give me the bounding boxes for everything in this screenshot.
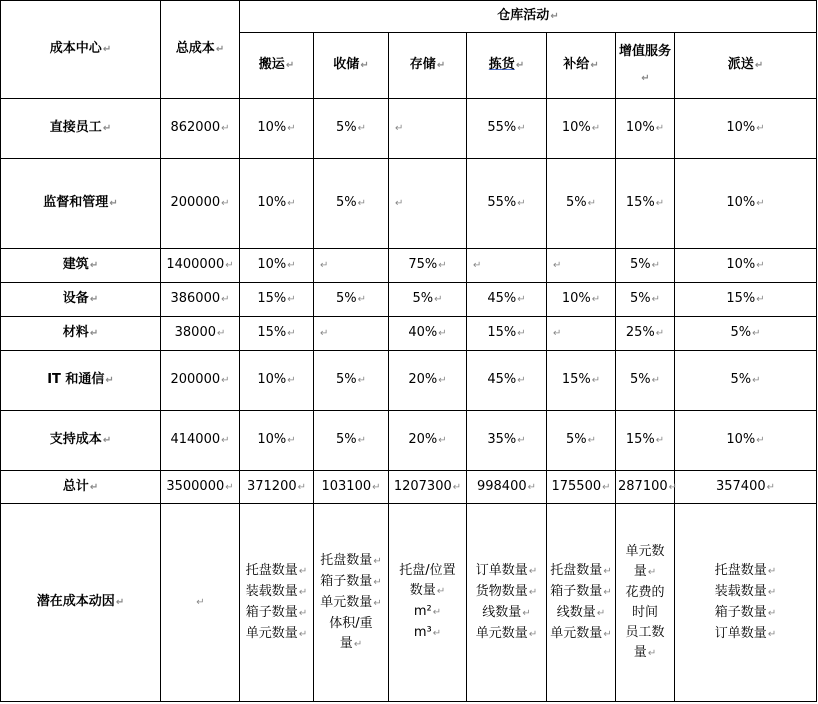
table-cell: 15%↵ bbox=[240, 317, 314, 351]
driver-line: 订单数量↵ bbox=[714, 625, 777, 641]
activity-header: 拣货↵ bbox=[467, 33, 547, 99]
table-cell: 45%↵ bbox=[467, 283, 547, 317]
driver-line: 量↵ bbox=[633, 644, 657, 660]
table-cell: 5%↵ bbox=[314, 351, 389, 411]
table-cell: 20%↵ bbox=[389, 411, 467, 471]
driver-line: 单元数量↵ bbox=[245, 625, 308, 641]
table-cell: 5%↵ bbox=[616, 249, 675, 283]
driver-line: 线数量↵ bbox=[482, 604, 531, 620]
table-cell: 10%↵ bbox=[675, 411, 817, 471]
total-row bbox=[1, 471, 817, 504]
row-total: 3500000↵ bbox=[161, 471, 240, 504]
row-label: 直接员工↵ bbox=[1, 99, 161, 159]
cost-center-header: 成本中心↵ bbox=[1, 1, 161, 99]
table-cell: 10%↵ bbox=[675, 99, 817, 159]
table-row bbox=[1, 249, 817, 283]
table-cell: 5%↵ bbox=[616, 283, 675, 317]
table-cell: 10%↵ bbox=[240, 411, 314, 471]
table-cell: ↵ bbox=[547, 317, 616, 351]
table-row bbox=[1, 317, 817, 351]
table-cell: 10%↵ bbox=[240, 351, 314, 411]
activity-header: 补给↵ bbox=[547, 33, 616, 99]
driver-line: 托盘数量↵ bbox=[320, 552, 382, 568]
table-cell: 15%↵ bbox=[675, 283, 817, 317]
row-total: 38000↵ bbox=[161, 317, 240, 351]
driver-line: 订单数量↵ bbox=[475, 562, 538, 578]
table-cell: 5%↵ bbox=[314, 411, 389, 471]
table-cell: 5%↵ bbox=[547, 159, 616, 249]
row-label: 支持成本↵ bbox=[1, 411, 161, 471]
driver-line: 箱子数量↵ bbox=[245, 604, 308, 620]
driver-cell bbox=[547, 504, 616, 702]
table-cell: ↵ bbox=[314, 317, 389, 351]
driver-line: 体积/重 bbox=[329, 615, 373, 631]
driver-line: 花费的 bbox=[625, 584, 665, 600]
row-label: 材料↵ bbox=[1, 317, 161, 351]
driver-line: 单元数 bbox=[625, 543, 665, 559]
row-label: 监督和管理↵ bbox=[1, 159, 161, 249]
driver-line: m²↵ bbox=[413, 604, 442, 619]
driver-line: m³↵ bbox=[413, 625, 442, 640]
warehouse-activities-header: 仓库活动↵ bbox=[240, 1, 817, 33]
driver-cell bbox=[240, 504, 314, 702]
table-row bbox=[1, 99, 817, 159]
driver-line: 数量↵ bbox=[409, 583, 446, 598]
driver-line: 托盘数量↵ bbox=[550, 562, 612, 578]
table-cell: 10%↵ bbox=[675, 159, 817, 249]
table-cell: 20%↵ bbox=[389, 351, 467, 411]
table-cell: 35%↵ bbox=[467, 411, 547, 471]
total-cost-header: 总成本↵ bbox=[161, 1, 240, 99]
table-cell: 5%↵ bbox=[314, 99, 389, 159]
table-cell: 1207300↵ bbox=[389, 471, 467, 504]
table-cell: 371200↵ bbox=[240, 471, 314, 504]
table-cell: ↵ bbox=[389, 159, 467, 249]
row-total: 386000↵ bbox=[161, 283, 240, 317]
table-cell: 175500↵ bbox=[547, 471, 616, 504]
table-cell: 25%↵ bbox=[616, 317, 675, 351]
table-row bbox=[1, 351, 817, 411]
activity-header: 收储↵ bbox=[314, 33, 389, 99]
table-cell: ↵ bbox=[547, 249, 616, 283]
table-cell: 15%↵ bbox=[240, 283, 314, 317]
driver-line: 箱子数量↵ bbox=[714, 604, 777, 620]
table-row bbox=[1, 283, 817, 317]
driver-line: 装载数量↵ bbox=[245, 583, 308, 599]
table-cell: 10%↵ bbox=[675, 249, 817, 283]
table-cell: 998400↵ bbox=[467, 471, 547, 504]
table-cell: 5%↵ bbox=[675, 351, 817, 411]
driver-cell bbox=[675, 504, 817, 702]
table-row bbox=[1, 159, 817, 249]
table-cell: ↵ bbox=[314, 249, 389, 283]
table-cell: 5%↵ bbox=[314, 283, 389, 317]
table-cell: 55%↵ bbox=[467, 99, 547, 159]
table-cell: ↵ bbox=[389, 99, 467, 159]
table-row bbox=[1, 411, 817, 471]
table-cell: 10%↵ bbox=[616, 99, 675, 159]
row-total: ↵ bbox=[161, 504, 240, 702]
activity-header: 增值服务↵ bbox=[616, 33, 675, 99]
driver-line: 托盘数量↵ bbox=[714, 562, 777, 578]
table-cell: 10%↵ bbox=[240, 159, 314, 249]
table-cell: 15%↵ bbox=[616, 159, 675, 249]
driver-line: 箱子数量↵ bbox=[550, 583, 612, 599]
table-cell: 45%↵ bbox=[467, 351, 547, 411]
table-cell: 10%↵ bbox=[547, 99, 616, 159]
activity-header: 存储↵ bbox=[389, 33, 467, 99]
table-cell: 103100↵ bbox=[314, 471, 389, 504]
driver-cell bbox=[389, 504, 467, 702]
table-cell: 15%↵ bbox=[467, 317, 547, 351]
table-cell: 287100↵ bbox=[616, 471, 675, 504]
table-cell: 15%↵ bbox=[616, 411, 675, 471]
driver-line: 单元数量↵ bbox=[320, 594, 382, 610]
table-cell: 5%↵ bbox=[675, 317, 817, 351]
driver-line: 员工数 bbox=[625, 624, 665, 640]
table-cell: 357400↵ bbox=[675, 471, 817, 504]
driver-line: 托盘/位置 bbox=[399, 563, 456, 578]
row-label: IT 和通信↵ bbox=[1, 351, 161, 411]
row-label: 潜在成本动因↵ bbox=[1, 504, 161, 702]
driver-line: 装载数量↵ bbox=[714, 583, 777, 599]
table-cell: 75%↵ bbox=[389, 249, 467, 283]
table-cell: 5%↵ bbox=[616, 351, 675, 411]
table-cell: 10%↵ bbox=[547, 283, 616, 317]
table-cell: 5%↵ bbox=[547, 411, 616, 471]
row-label: 总计↵ bbox=[1, 471, 161, 504]
driver-line: 量↵ bbox=[633, 563, 657, 579]
row-total: 200000↵ bbox=[161, 159, 240, 249]
driver-line: 托盘数量↵ bbox=[245, 562, 308, 578]
table-cell: 40%↵ bbox=[389, 317, 467, 351]
table-cell: 5%↵ bbox=[389, 283, 467, 317]
driver-cell bbox=[467, 504, 547, 702]
table-cell: 10%↵ bbox=[240, 99, 314, 159]
row-total: 200000↵ bbox=[161, 351, 240, 411]
row-total: 414000↵ bbox=[161, 411, 240, 471]
table-cell: 10%↵ bbox=[240, 249, 314, 283]
driver-line: 单元数量↵ bbox=[475, 625, 538, 641]
activity-header: 派送↵ bbox=[675, 33, 817, 99]
driver-line: 单元数量↵ bbox=[550, 625, 612, 641]
activity-header: 搬运↵ bbox=[240, 33, 314, 99]
row-label: 建筑↵ bbox=[1, 249, 161, 283]
driver-line: 箱子数量↵ bbox=[320, 573, 382, 589]
row-total: 862000↵ bbox=[161, 99, 240, 159]
row-total: 1400000↵ bbox=[161, 249, 240, 283]
header-row-top bbox=[1, 1, 817, 33]
driver-cell bbox=[616, 504, 675, 702]
table-cell: 15%↵ bbox=[547, 351, 616, 411]
row-label: 设备↵ bbox=[1, 283, 161, 317]
driver-line: 时间 bbox=[631, 604, 658, 620]
table-cell: ↵ bbox=[467, 249, 547, 283]
driver-line: 量↵ bbox=[339, 635, 363, 651]
driver-line: 货物数量↵ bbox=[475, 583, 538, 599]
cost-drivers-row bbox=[1, 504, 817, 702]
table-cell: 55%↵ bbox=[467, 159, 547, 249]
table-cell: 5%↵ bbox=[314, 159, 389, 249]
driver-cell bbox=[314, 504, 389, 702]
driver-line: 线数量↵ bbox=[556, 604, 606, 620]
